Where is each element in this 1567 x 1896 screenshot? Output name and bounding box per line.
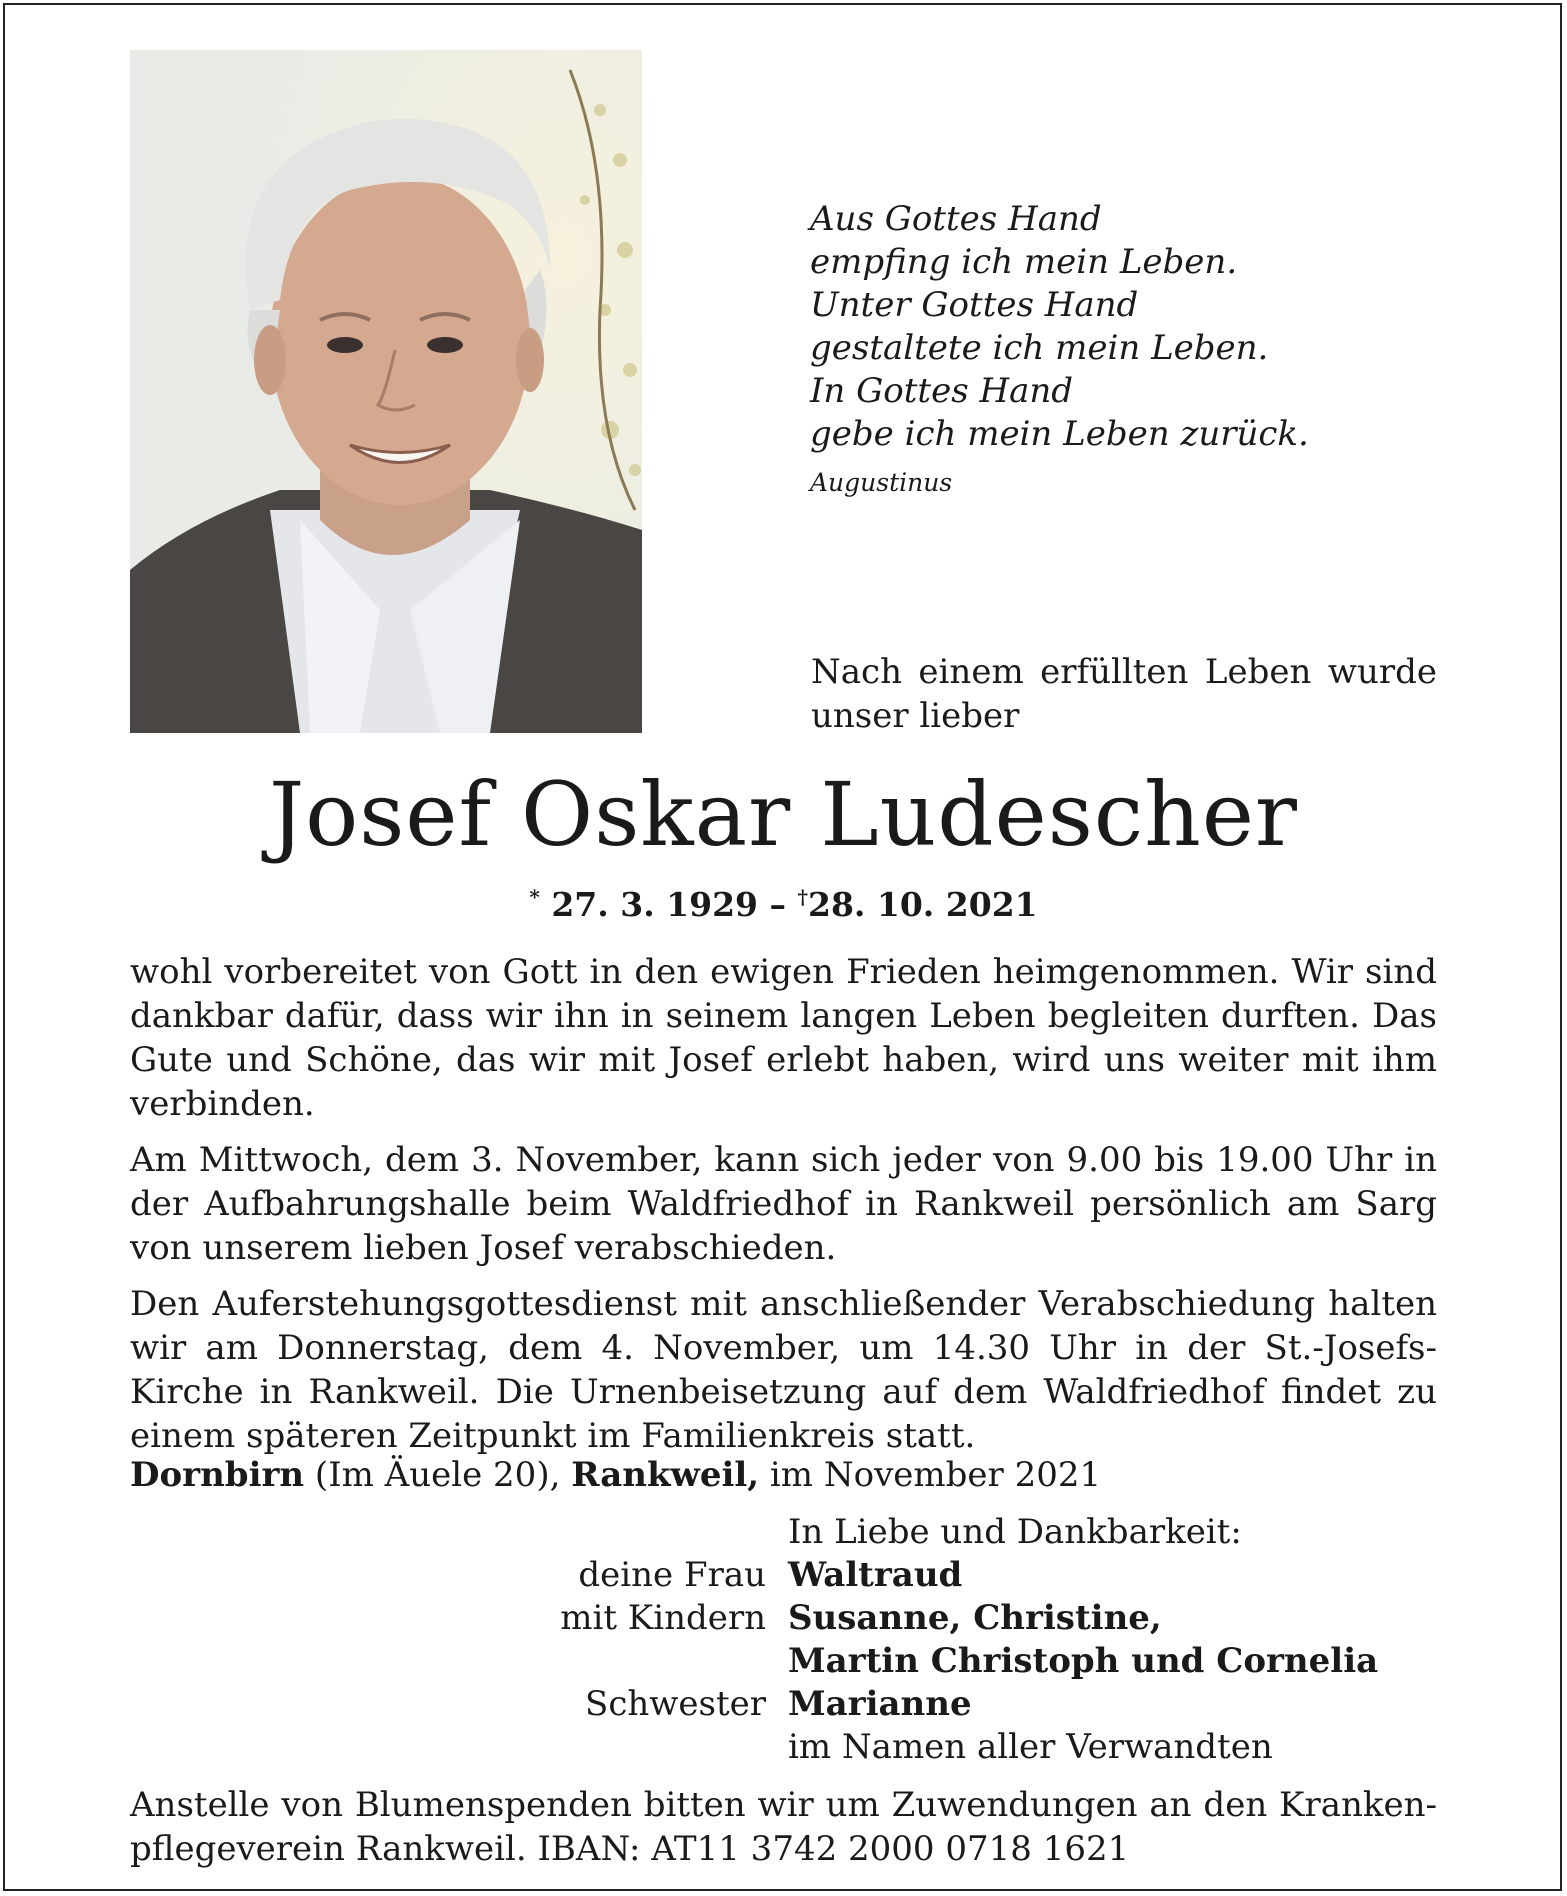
place-city: Rankweil,	[571, 1455, 760, 1495]
intro-text: Nach einem erfüllten Leben wurde unser lieber	[811, 652, 1437, 736]
place-date-line	[130, 1453, 1101, 1497]
birth-symbol: *	[529, 885, 540, 909]
body-text	[130, 950, 1437, 1470]
place-city: Dornbirn	[130, 1455, 305, 1495]
family-relation: Schwester	[585, 1684, 766, 1724]
family-row	[130, 1597, 1437, 1640]
death-symbol: †	[797, 885, 808, 909]
family-relation: mit Kindern	[560, 1598, 766, 1638]
quote-line: gebe ich mein Leben zurück.	[810, 414, 1309, 454]
family-relation: deine Frau	[578, 1555, 766, 1595]
paragraph: Am Mittwoch, dem 3. November, kann sich jeder von 9.00 bis 19.00 Uhr in der Aufbahrungshalle beim Waldfriedhof in Rankweil persönlich am Sarg von unserem lieben Josef verabschieden.	[130, 1140, 1437, 1268]
life-dates	[0, 885, 1567, 924]
family-names: Waltraud	[788, 1555, 963, 1595]
place-date: im November 2021	[759, 1455, 1102, 1495]
family-names: Marianne	[788, 1684, 972, 1724]
quote-line: In Gottes Hand	[810, 371, 1074, 411]
place-address: (Im Äuele 20),	[304, 1455, 572, 1495]
death-date: 28. 10. 2021	[807, 885, 1038, 924]
family-row	[130, 1683, 1437, 1726]
donation-note: Anstelle von Blumenspenden bitten wir um Zuwendungen an den Kranken-pflegeverein Rankweil. IBAN: AT11 3742 2000 0718 1621	[130, 1785, 1437, 1869]
family-row	[130, 1640, 1437, 1683]
paragraph: Den Auferstehungsgottesdienst mit anschließender Verabschiedung halten wir am Donnerstag, dem 4. November, um 14.30 Uhr in der St.-Josefs-Kirche in Rankweil. Die Urnenbeisetzung auf dem Waldfriedhof findet zu einem späteren Zeitpunkt im Familienkreis statt.	[130, 1284, 1437, 1456]
family-closing: im Namen aller Verwandten	[788, 1727, 1273, 1767]
date-separator: –	[769, 885, 787, 924]
quote-line: Unter Gottes Hand	[810, 285, 1139, 325]
family-relation	[130, 1640, 788, 1683]
quote-line: gestaltete ich mein Leben.	[810, 328, 1269, 368]
quote-line: Aus Gottes Hand	[810, 199, 1102, 239]
deceased-name: Josef Oskar Ludescher	[269, 763, 1298, 866]
quote-block	[810, 198, 1309, 500]
quote-line: empfing ich mein Leben.	[810, 242, 1238, 282]
family-row	[130, 1554, 1437, 1597]
family-names: Martin Christoph und Cornelia	[788, 1641, 1379, 1681]
family-block	[130, 1511, 1437, 1769]
family-names: Susanne, Christine,	[788, 1598, 1162, 1638]
family-heading: In Liebe und Dankbarkeit:	[788, 1512, 1242, 1552]
birth-date: 27. 3. 1929	[551, 885, 759, 924]
quote-attribution: Augustinus	[810, 468, 953, 497]
portrait-photo	[130, 50, 642, 733]
paragraph: wohl vorbereitet von Gott in den ewigen Frieden heimgenommen. Wir sind dankbar dafür, dass wir ihn in seinem langen Leben begleiten durften. Das Gute und Schöne, das wir mit Josef erlebt haben, wird uns weiter mit ihm verbinden.	[130, 952, 1437, 1124]
